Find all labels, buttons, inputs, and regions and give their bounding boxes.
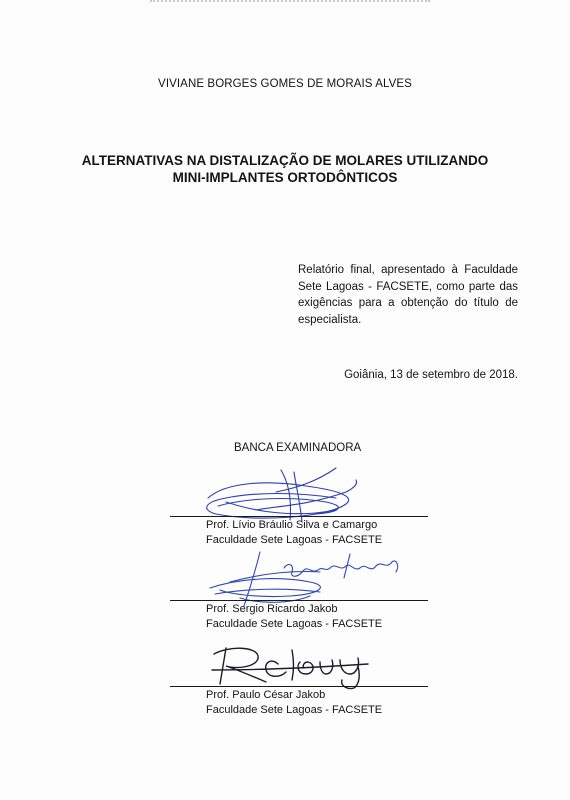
examiner-3-institution: Faculdade Sete Lagoas - FACSETE: [206, 704, 383, 716]
examiner-2-name: Prof. Sergio Ricardo Jakob: [206, 603, 338, 615]
place-and-date: Goiânia, 13 de setembro de 2018.: [344, 369, 518, 381]
title-line-1: ALTERNATIVAS NA DISTALIZAÇÃO DE MOLARES UTILIZANDO: [81, 153, 489, 168]
examiner-1-name: Prof. Lívio Bráulio Silva e Camargo: [206, 519, 378, 531]
signature-3: [208, 640, 378, 690]
signature-line-2: [170, 600, 428, 601]
author-name: VIVIANE BORGES GOMES DE MORAIS ALVES: [158, 78, 412, 90]
document-title: [60, 152, 510, 186]
signature-line-3: [170, 686, 428, 687]
scan-artifact: [150, 0, 430, 6]
examiner-1-institution: Faculdade Sete Lagoas - FACSETE: [206, 534, 383, 546]
examiner-3-name: Prof. Paulo César Jakob: [206, 689, 326, 701]
title-line-2: MINI-IMPLANTES ORTODÔNTICOS: [172, 170, 398, 185]
examiner-2-institution: Faculdade Sete Lagoas - FACSETE: [206, 618, 383, 630]
report-description: Relatório final, apresentado à Faculdade Sete Lagoas - FACSETE, como parte das exigências para a obtenção do título de especialista.: [298, 264, 518, 326]
signature-line-1: [170, 516, 428, 517]
committee-heading: BANCA EXAMINADORA: [234, 442, 362, 454]
